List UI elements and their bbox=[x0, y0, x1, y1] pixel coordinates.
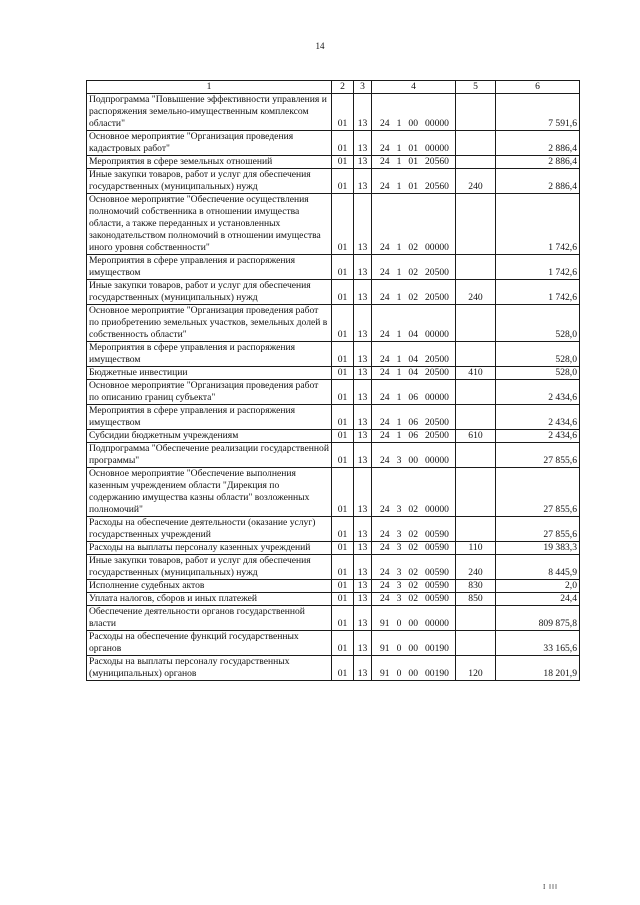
table-row bbox=[87, 280, 580, 305]
code-part: 02 bbox=[408, 542, 418, 553]
code-part: 3 bbox=[396, 580, 402, 591]
code-part: 20500 bbox=[424, 417, 449, 428]
code-part: 91 bbox=[380, 668, 390, 679]
code-part: 01 bbox=[408, 143, 418, 154]
code-part: 00190 bbox=[424, 643, 449, 654]
code-part: 01 bbox=[408, 181, 418, 192]
code-part: 00000 bbox=[424, 118, 449, 129]
expense-type-code bbox=[456, 606, 496, 631]
subsection-code: 13 bbox=[354, 580, 372, 593]
amount-value: 8 445,9 bbox=[496, 555, 580, 580]
code-part: 24 bbox=[380, 567, 390, 578]
amount-value: 2 434,6 bbox=[496, 430, 580, 443]
target-article-code bbox=[372, 405, 456, 430]
code-part: 0 bbox=[396, 618, 402, 629]
code-part: 24 bbox=[380, 542, 390, 553]
expense-name: Подпрограмма "Повышение эффективности управления и распоряжения земельно-имущественным комплексом области" bbox=[87, 94, 332, 131]
expense-type-code bbox=[456, 468, 496, 517]
expense-type-code bbox=[456, 94, 496, 131]
amount-value: 2 434,6 bbox=[496, 405, 580, 430]
code-part: 20500 bbox=[424, 292, 449, 303]
expense-type-code: 240 bbox=[456, 555, 496, 580]
code-part: 24 bbox=[380, 354, 390, 365]
code-part: 06 bbox=[408, 430, 418, 441]
section-code: 01 bbox=[332, 580, 354, 593]
table-row bbox=[87, 430, 580, 443]
code-part: 24 bbox=[380, 267, 390, 278]
table-header-row bbox=[87, 81, 580, 94]
code-part: 06 bbox=[408, 392, 418, 403]
table-row bbox=[87, 468, 580, 517]
subsection-code: 13 bbox=[354, 631, 372, 656]
code-part: 00590 bbox=[424, 593, 449, 604]
code-part: 01 bbox=[408, 156, 418, 167]
target-article-code bbox=[372, 255, 456, 280]
table-row bbox=[87, 631, 580, 656]
expense-type-code bbox=[456, 380, 496, 405]
expense-type-code bbox=[456, 443, 496, 468]
expense-name: Расходы на обеспечение деятельности (оказание услуг) государственных учреждений bbox=[87, 517, 332, 542]
target-article-code bbox=[372, 517, 456, 542]
target-article-code bbox=[372, 555, 456, 580]
column-header: 2 bbox=[332, 81, 354, 94]
table-row bbox=[87, 656, 580, 681]
code-part: 00590 bbox=[424, 580, 449, 591]
table-row bbox=[87, 194, 580, 255]
page-number: 14 bbox=[315, 41, 325, 51]
table-body bbox=[87, 94, 580, 681]
code-part: 00590 bbox=[424, 542, 449, 553]
section-code: 01 bbox=[332, 380, 354, 405]
code-part: 1 bbox=[396, 329, 402, 340]
code-part: 00190 bbox=[424, 668, 449, 679]
table-row bbox=[87, 443, 580, 468]
amount-value: 809 875,8 bbox=[496, 606, 580, 631]
expense-type-code: 110 bbox=[456, 542, 496, 555]
table-row bbox=[87, 580, 580, 593]
code-part: 91 bbox=[380, 618, 390, 629]
subsection-code: 13 bbox=[354, 305, 372, 342]
code-part: 24 bbox=[380, 455, 390, 466]
amount-value: 1 742,6 bbox=[496, 194, 580, 255]
code-part: 24 bbox=[380, 580, 390, 591]
code-part: 02 bbox=[408, 504, 418, 515]
subsection-code: 13 bbox=[354, 380, 372, 405]
scan-footer-mark: I ‖‖‖ bbox=[543, 883, 558, 891]
code-part: 00 bbox=[408, 455, 418, 466]
table-row bbox=[87, 606, 580, 631]
code-part: 00 bbox=[408, 668, 418, 679]
target-article-code bbox=[372, 94, 456, 131]
code-part: 24 bbox=[380, 504, 390, 515]
table-row bbox=[87, 169, 580, 194]
expense-name: Мероприятия в сфере управления и распоряжения имуществом bbox=[87, 405, 332, 430]
subsection-code: 13 bbox=[354, 542, 372, 555]
expense-type-code bbox=[456, 305, 496, 342]
code-part: 20500 bbox=[424, 430, 449, 441]
code-part: 91 bbox=[380, 643, 390, 654]
expense-type-code bbox=[456, 131, 496, 156]
code-part: 1 bbox=[396, 367, 402, 378]
code-part: 1 bbox=[396, 267, 402, 278]
table-row bbox=[87, 555, 580, 580]
code-part: 04 bbox=[408, 367, 418, 378]
code-part: 06 bbox=[408, 417, 418, 428]
expense-name: Основное мероприятие "Организация проведения работ по приобретению земельных участков, земельных долей в собственность области" bbox=[87, 305, 332, 342]
code-part: 02 bbox=[408, 292, 418, 303]
target-article-code bbox=[372, 542, 456, 555]
subsection-code: 13 bbox=[354, 606, 372, 631]
code-part: 24 bbox=[380, 529, 390, 540]
amount-value: 27 855,6 bbox=[496, 517, 580, 542]
table-row bbox=[87, 305, 580, 342]
amount-value: 2 886,4 bbox=[496, 131, 580, 156]
amount-value: 2 434,6 bbox=[496, 380, 580, 405]
amount-value: 1 742,6 bbox=[496, 280, 580, 305]
table-row bbox=[87, 380, 580, 405]
section-code: 01 bbox=[332, 156, 354, 169]
subsection-code: 13 bbox=[354, 555, 372, 580]
expense-name: Подпрограмма "Обеспечение реализации государственной программы" bbox=[87, 443, 332, 468]
target-article-code bbox=[372, 606, 456, 631]
code-part: 24 bbox=[380, 367, 390, 378]
code-part: 02 bbox=[408, 529, 418, 540]
target-article-code bbox=[372, 367, 456, 380]
section-code: 01 bbox=[332, 430, 354, 443]
code-part: 00000 bbox=[424, 392, 449, 403]
code-part: 02 bbox=[408, 580, 418, 591]
expense-name: Мероприятия в сфере управления и распоряжения имуществом bbox=[87, 342, 332, 367]
subsection-code: 13 bbox=[354, 131, 372, 156]
target-article-code bbox=[372, 169, 456, 194]
section-code: 01 bbox=[332, 555, 354, 580]
target-article-code bbox=[372, 342, 456, 367]
code-part: 02 bbox=[408, 267, 418, 278]
section-code: 01 bbox=[332, 542, 354, 555]
expense-type-code: 850 bbox=[456, 593, 496, 606]
expense-type-code bbox=[456, 517, 496, 542]
expense-name: Бюджетные инвестиции bbox=[87, 367, 332, 380]
code-part: 1 bbox=[396, 430, 402, 441]
section-code: 01 bbox=[332, 94, 354, 131]
expense-name: Мероприятия в сфере управления и распоряжения имуществом bbox=[87, 255, 332, 280]
amount-value: 1 742,6 bbox=[496, 255, 580, 280]
section-code: 01 bbox=[332, 305, 354, 342]
target-article-code bbox=[372, 443, 456, 468]
subsection-code: 13 bbox=[354, 443, 372, 468]
target-article-code bbox=[372, 656, 456, 681]
table-row bbox=[87, 255, 580, 280]
target-article-code bbox=[372, 468, 456, 517]
target-article-code bbox=[372, 305, 456, 342]
target-article-code bbox=[372, 593, 456, 606]
expense-type-code: 120 bbox=[456, 656, 496, 681]
subsection-code: 13 bbox=[354, 342, 372, 367]
subsection-code: 13 bbox=[354, 517, 372, 542]
code-part: 1 bbox=[396, 292, 402, 303]
expense-type-code bbox=[456, 156, 496, 169]
table-row bbox=[87, 542, 580, 555]
expense-type-code bbox=[456, 405, 496, 430]
expense-type-code bbox=[456, 194, 496, 255]
code-part: 24 bbox=[380, 292, 390, 303]
section-code: 01 bbox=[332, 194, 354, 255]
section-code: 01 bbox=[332, 593, 354, 606]
code-part: 24 bbox=[380, 181, 390, 192]
table-row bbox=[87, 342, 580, 367]
section-code: 01 bbox=[332, 443, 354, 468]
code-part: 04 bbox=[408, 354, 418, 365]
table-row bbox=[87, 405, 580, 430]
code-part: 20500 bbox=[424, 367, 449, 378]
code-part: 1 bbox=[396, 156, 402, 167]
code-part: 3 bbox=[396, 567, 402, 578]
table-row bbox=[87, 517, 580, 542]
amount-value: 33 165,6 bbox=[496, 631, 580, 656]
code-part: 00 bbox=[408, 618, 418, 629]
expense-name: Основное мероприятие "Организация проведения кадастровых работ" bbox=[87, 131, 332, 156]
amount-value: 27 855,6 bbox=[496, 468, 580, 517]
expense-name: Расходы на обеспечение функций государственных органов bbox=[87, 631, 332, 656]
code-part: 00000 bbox=[424, 242, 449, 253]
code-part: 20560 bbox=[424, 181, 449, 192]
section-code: 01 bbox=[332, 631, 354, 656]
subsection-code: 13 bbox=[354, 169, 372, 194]
code-part: 04 bbox=[408, 329, 418, 340]
expense-name: Иные закупки товаров, работ и услуг для обеспечения государственных (муниципальных) нужд bbox=[87, 555, 332, 580]
code-part: 0 bbox=[396, 643, 402, 654]
expense-name: Основное мероприятие "Организация проведения работ по описанию границ субъекта" bbox=[87, 380, 332, 405]
column-header: 3 bbox=[354, 81, 372, 94]
code-part: 1 bbox=[396, 242, 402, 253]
target-article-code bbox=[372, 280, 456, 305]
table-row bbox=[87, 593, 580, 606]
code-part: 24 bbox=[380, 430, 390, 441]
amount-value: 19 383,3 bbox=[496, 542, 580, 555]
code-part: 3 bbox=[396, 529, 402, 540]
code-part: 00000 bbox=[424, 455, 449, 466]
target-article-code bbox=[372, 194, 456, 255]
target-article-code bbox=[372, 580, 456, 593]
code-part: 1 bbox=[396, 392, 402, 403]
target-article-code bbox=[372, 131, 456, 156]
code-part: 00000 bbox=[424, 618, 449, 629]
code-part: 24 bbox=[380, 392, 390, 403]
subsection-code: 13 bbox=[354, 94, 372, 131]
budget-table bbox=[86, 80, 580, 681]
code-part: 24 bbox=[380, 593, 390, 604]
expense-type-code: 240 bbox=[456, 280, 496, 305]
expense-type-code bbox=[456, 342, 496, 367]
section-code: 01 bbox=[332, 468, 354, 517]
column-header: 5 bbox=[456, 81, 496, 94]
code-part: 1 bbox=[396, 181, 402, 192]
subsection-code: 13 bbox=[354, 280, 372, 305]
expense-type-code: 240 bbox=[456, 169, 496, 194]
code-part: 24 bbox=[380, 143, 390, 154]
code-part: 20560 bbox=[424, 156, 449, 167]
section-code: 01 bbox=[332, 280, 354, 305]
expense-type-code: 410 bbox=[456, 367, 496, 380]
subsection-code: 13 bbox=[354, 156, 372, 169]
code-part: 1 bbox=[396, 118, 402, 129]
section-code: 01 bbox=[332, 255, 354, 280]
code-part: 3 bbox=[396, 593, 402, 604]
expense-type-code bbox=[456, 631, 496, 656]
code-part: 24 bbox=[380, 156, 390, 167]
expense-type-code bbox=[456, 255, 496, 280]
code-part: 00 bbox=[408, 643, 418, 654]
section-code: 01 bbox=[332, 405, 354, 430]
code-part: 02 bbox=[408, 593, 418, 604]
section-code: 01 bbox=[332, 342, 354, 367]
subsection-code: 13 bbox=[354, 656, 372, 681]
code-part: 0 bbox=[396, 668, 402, 679]
expense-name: Иные закупки товаров, работ и услуг для обеспечения государственных (муниципальных) нужд bbox=[87, 169, 332, 194]
subsection-code: 13 bbox=[354, 255, 372, 280]
code-part: 24 bbox=[380, 118, 390, 129]
code-part: 20500 bbox=[424, 354, 449, 365]
expense-name: Исполнение судебных актов bbox=[87, 580, 332, 593]
expense-name: Обеспечение деятельности органов государственной власти bbox=[87, 606, 332, 631]
amount-value: 2 886,4 bbox=[496, 156, 580, 169]
amount-value: 528,0 bbox=[496, 367, 580, 380]
code-part: 24 bbox=[380, 242, 390, 253]
subsection-code: 13 bbox=[354, 430, 372, 443]
amount-value: 7 591,6 bbox=[496, 94, 580, 131]
code-part: 00 bbox=[408, 118, 418, 129]
section-code: 01 bbox=[332, 367, 354, 380]
expense-name: Уплата налогов, сборов и иных платежей bbox=[87, 593, 332, 606]
target-article-code bbox=[372, 631, 456, 656]
code-part: 00590 bbox=[424, 567, 449, 578]
subsection-code: 13 bbox=[354, 593, 372, 606]
code-part: 02 bbox=[408, 567, 418, 578]
expense-name: Мероприятия в сфере земельных отношений bbox=[87, 156, 332, 169]
expense-name: Основное мероприятие "Обеспечение осуществления полномочий собственника в отношении имущества области, а также переданных и установленных законодательством полномочий в отношении имущества иного уровня собственности" bbox=[87, 194, 332, 255]
target-article-code bbox=[372, 430, 456, 443]
column-header: 6 bbox=[496, 81, 580, 94]
expense-type-code: 610 bbox=[456, 430, 496, 443]
section-code: 01 bbox=[332, 517, 354, 542]
table-row bbox=[87, 94, 580, 131]
code-part: 1 bbox=[396, 417, 402, 428]
expense-name: Субсидии бюджетным учреждениям bbox=[87, 430, 332, 443]
expense-name: Расходы на выплаты персоналу государственных (муниципальных) органов bbox=[87, 656, 332, 681]
subsection-code: 13 bbox=[354, 194, 372, 255]
code-part: 3 bbox=[396, 504, 402, 515]
code-part: 00000 bbox=[424, 143, 449, 154]
subsection-code: 13 bbox=[354, 468, 372, 517]
expense-name: Основное мероприятие "Обеспечение выполнения казенным учреждением области "Дирекция по содержанию имущества казны области" возложенных полномочий" bbox=[87, 468, 332, 517]
table-row bbox=[87, 367, 580, 380]
section-code: 01 bbox=[332, 131, 354, 156]
target-article-code bbox=[372, 156, 456, 169]
code-part: 3 bbox=[396, 455, 402, 466]
amount-value: 27 855,6 bbox=[496, 443, 580, 468]
subsection-code: 13 bbox=[354, 405, 372, 430]
section-code: 01 bbox=[332, 606, 354, 631]
amount-value: 24,4 bbox=[496, 593, 580, 606]
column-header: 4 bbox=[372, 81, 456, 94]
target-article-code bbox=[372, 380, 456, 405]
amount-value: 528,0 bbox=[496, 305, 580, 342]
column-header: 1 bbox=[87, 81, 332, 94]
amount-value: 2 886,4 bbox=[496, 169, 580, 194]
code-part: 1 bbox=[396, 143, 402, 154]
subsection-code: 13 bbox=[354, 367, 372, 380]
amount-value: 18 201,9 bbox=[496, 656, 580, 681]
section-code: 01 bbox=[332, 656, 354, 681]
table-row bbox=[87, 156, 580, 169]
amount-value: 2,0 bbox=[496, 580, 580, 593]
code-part: 1 bbox=[396, 354, 402, 365]
table-row bbox=[87, 131, 580, 156]
expense-type-code: 830 bbox=[456, 580, 496, 593]
code-part: 20500 bbox=[424, 267, 449, 278]
code-part: 3 bbox=[396, 542, 402, 553]
code-part: 00000 bbox=[424, 504, 449, 515]
code-part: 24 bbox=[380, 417, 390, 428]
expense-name: Иные закупки товаров, работ и услуг для обеспечения государственных (муниципальных) нужд bbox=[87, 280, 332, 305]
amount-value: 528,0 bbox=[496, 342, 580, 367]
code-part: 24 bbox=[380, 329, 390, 340]
code-part: 02 bbox=[408, 242, 418, 253]
section-code: 01 bbox=[332, 169, 354, 194]
expense-name: Расходы на выплаты персоналу казенных учреждений bbox=[87, 542, 332, 555]
code-part: 00590 bbox=[424, 529, 449, 540]
code-part: 00000 bbox=[424, 329, 449, 340]
